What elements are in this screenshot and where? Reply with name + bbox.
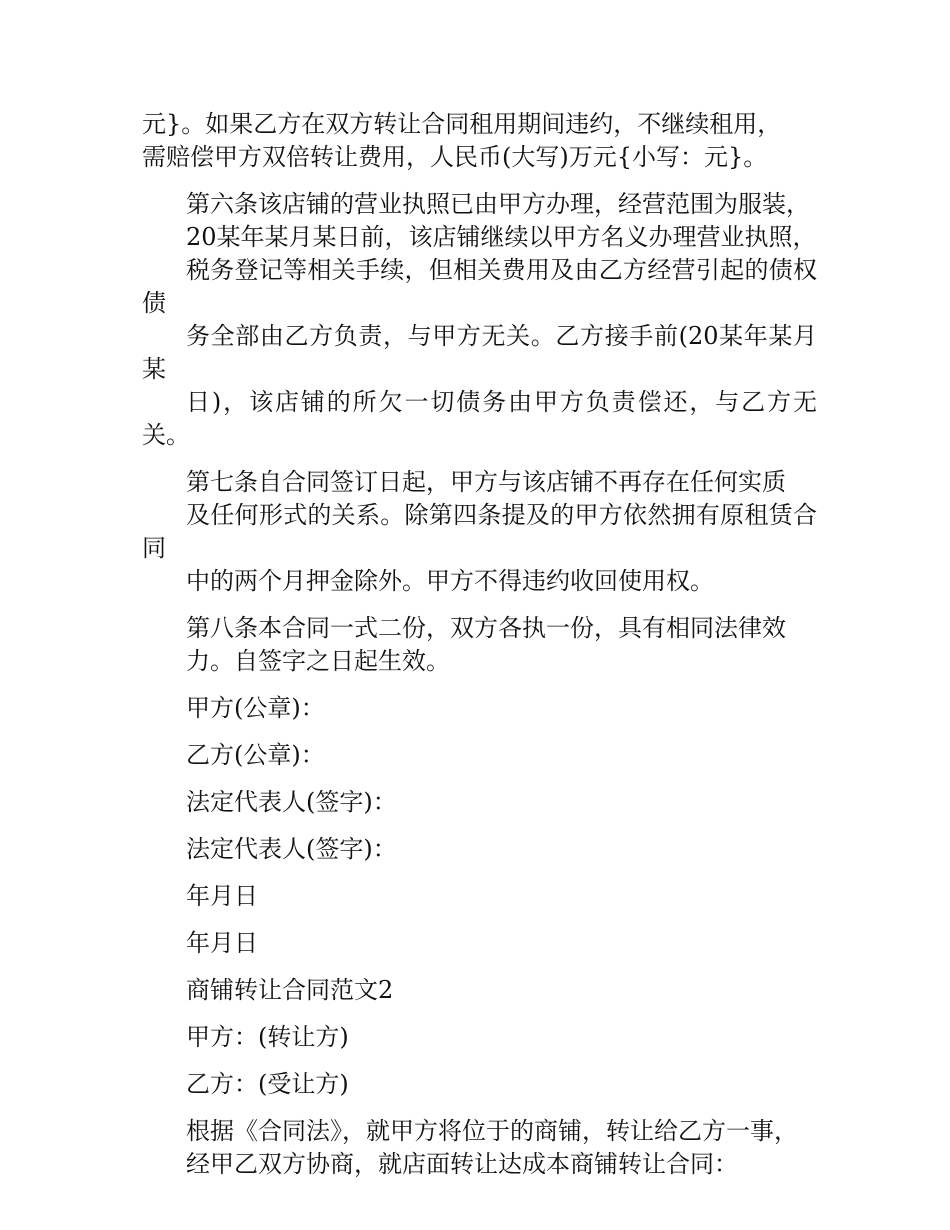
text-line: 经甲乙双方协商，就店面转让达成本商铺转让合同： [186,1150,738,1178]
text-line: 日)，该店铺的所欠一切债务由甲方负责偿还，与乙方无关。 [142,388,817,449]
paragraph-rep-b [142,833,817,866]
text-line: 法定代表人(签字)： [186,835,397,863]
text-line: 甲方(公章)： [186,694,325,722]
paragraph-cont [142,108,817,174]
text-line: 第六条该店铺的营业执照已由甲方办理，经营范围为服装， [186,190,810,218]
paragraph-sign-b [142,739,817,772]
text-line: 根据《合同法》，就甲方将位于的商铺，转让给乙方一事， [186,1117,798,1145]
text-line: 中的两个月押金除外。甲方不得违约收回使用权。 [186,567,714,595]
paragraph-date-a [142,880,817,913]
paragraph-art8 [142,612,817,678]
text-line: 需赔偿甲方双倍转让费用，人民币(大写)万元{小写：元}。 [142,143,768,171]
text-line: 及任何形式的关系。除第四条提及的甲方依然拥有原租赁合同 [142,501,817,562]
paragraph-party-a [142,1021,817,1054]
text-line: 乙方(公章)： [186,741,325,769]
paragraph-basis [142,1115,817,1181]
text-line: 务全部由乙方负责，与甲方无关。乙方接手前(20某年某月某 [142,322,817,383]
text-line: 乙方：(受让方) [186,1070,349,1098]
paragraph-sign-a [142,692,817,725]
text-line: 20某年某月某日前，该店铺继续以甲方名义办理营业执照， [186,223,817,251]
text-line: 法定代表人(签字)： [186,788,397,816]
paragraph-date-b [142,927,817,960]
paragraph-art6 [142,188,817,452]
text-line: 甲方：(转让方) [186,1023,349,1051]
paragraph-art7 [142,466,817,598]
text-line: 力。自签字之日起生效。 [186,647,450,675]
paragraph-party-b [142,1068,817,1101]
text-line: 第七条自合同签订日起，甲方与该店铺不再存在任何实质 [186,468,786,496]
document-body [142,108,817,1195]
text-line: 第八条本合同一式二份，双方各执一份，具有相同法律效 [186,614,786,642]
text-line: 商铺转让合同范文2 [186,976,394,1004]
text-line: 年月日 [186,882,258,910]
text-line: 税务登记等相关手续，但相关费用及由乙方经营引起的债权债 [142,256,817,317]
paragraph-title2 [142,974,817,1007]
text-line: 元}。如果乙方在双方转让合同租用期间违约，不继续租用， [142,110,782,138]
text-line: 年月日 [186,929,258,957]
paragraph-rep-a [142,786,817,819]
